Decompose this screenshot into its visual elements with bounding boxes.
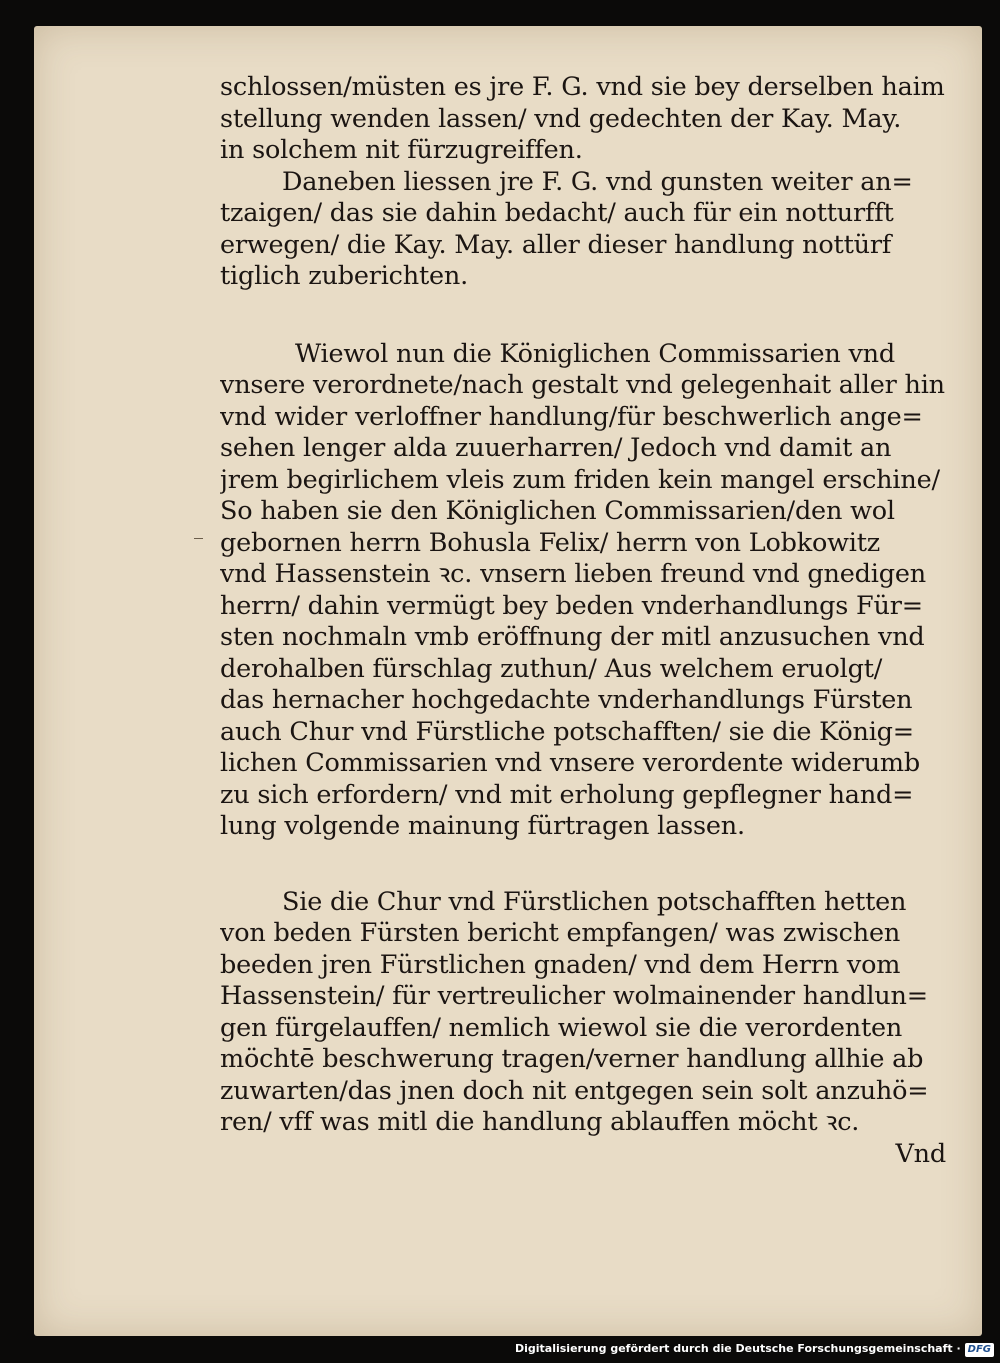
text-line: in solchem nit fürzugreiffen.: [220, 135, 583, 165]
text-line: zu sich erfordern/ vnd mit erholung gepflegner hand=: [220, 779, 914, 810]
paragraph-spacer: [220, 293, 962, 339]
catchword: Vnd: [895, 1138, 946, 1169]
paragraph-spacer: [220, 843, 962, 887]
text-line: So haben sie den Königlichen Commissarien/den wol: [220, 496, 895, 526]
paragraph-4: [220, 887, 962, 1139]
text-line: von beden Fürsten bericht empfangen/ was zwischen: [220, 918, 901, 948]
text-line: Wiewol nun die Königlichen Commissarien vnd: [295, 338, 896, 369]
text-line: tzaigen/ das sie dahin bedacht/ auch für ein notturfft: [220, 198, 894, 228]
text-line: erwegen/ die Kay. May. aller dieser handlung nottürf: [220, 229, 892, 260]
paragraph-3: [220, 339, 962, 843]
paragraph-1: [220, 72, 962, 167]
text-line: stellung wenden lassen/ vnd gedechten der Kay. May.: [220, 103, 902, 134]
text-line: das hernacher hochgedachte vnderhandlungs Fürsten: [220, 685, 913, 715]
text-line: gen fürgelauffen/ nemlich wiewol sie die verordenten: [220, 1012, 903, 1043]
text-line: schlossen/müsten es jre F. G. vnd sie bey derselben haim: [220, 72, 945, 102]
text-line: Sie die Chur vnd Fürstlichen potschafften hetten: [282, 886, 907, 917]
text-line: gebornen herrn Bohusla Felix/ herrn von Lobkowitz: [220, 527, 880, 558]
text-line: beeden jren Fürstlichen gnaden/ vnd dem Herrn vom: [220, 949, 901, 980]
page-text: [220, 72, 962, 1170]
text-line: Hassenstein/ für vertreulicher wolmainender handlun=: [220, 981, 928, 1011]
paragraph-2: [220, 167, 962, 293]
text-line: möchtē beschwerung tragen/verner handlung allhie ab: [220, 1044, 924, 1074]
text-line: lung volgende mainung fürtragen lassen.: [220, 811, 745, 841]
text-line: ren/ vff was mitl die handlung ablauffen möcht ꝛc.: [220, 1107, 860, 1137]
digitization-footer: [515, 1340, 994, 1358]
text-line: vnd Hassenstein ꝛc. vnsern lieben freund vnd gnedigen: [220, 559, 926, 589]
text-line: lichen Commissarien vnd vnsere verordente widerumb: [220, 748, 921, 778]
text-line: vnd wider verloffner handlung/für beschwerlich ange=: [220, 401, 923, 432]
dfg-logo: DFG: [965, 1343, 994, 1357]
text-line: jrem begirlichem vleis zum friden kein mangel erschine/: [220, 464, 940, 495]
text-line: zuwarten/das jnen doch nit entgegen sein solt anzuhö=: [220, 1075, 929, 1106]
text-line: tiglich zuberichten.: [220, 261, 469, 291]
text-line: herrn/ dahin vermügt bey beden vnderhandlungs Für=: [220, 590, 923, 621]
text-line: vnsere verordnete/nach gestalt vnd gelegenhait aller hin: [220, 370, 945, 400]
text-line: sehen lenger alda zuuerharren/ Jedoch vnd damit an: [220, 433, 892, 463]
footer-credit-text: Digitalisierung gefördert durch die Deutsche Forschungsgemeinschaft ·: [514, 1342, 961, 1355]
text-line: derohalben fürschlag zuthun/ Aus welchem eruolgt/: [220, 653, 883, 684]
text-line: auch Chur vnd Fürstliche potschafften/ sie die König=: [220, 716, 914, 747]
text-line: sten nochmaln vmb eröffnung der mitl anzusuchen vnd: [220, 622, 925, 652]
margin-mark: [194, 538, 203, 539]
text-line: Daneben liessen jre F. G. vnd gunsten weiter an=: [282, 166, 913, 197]
